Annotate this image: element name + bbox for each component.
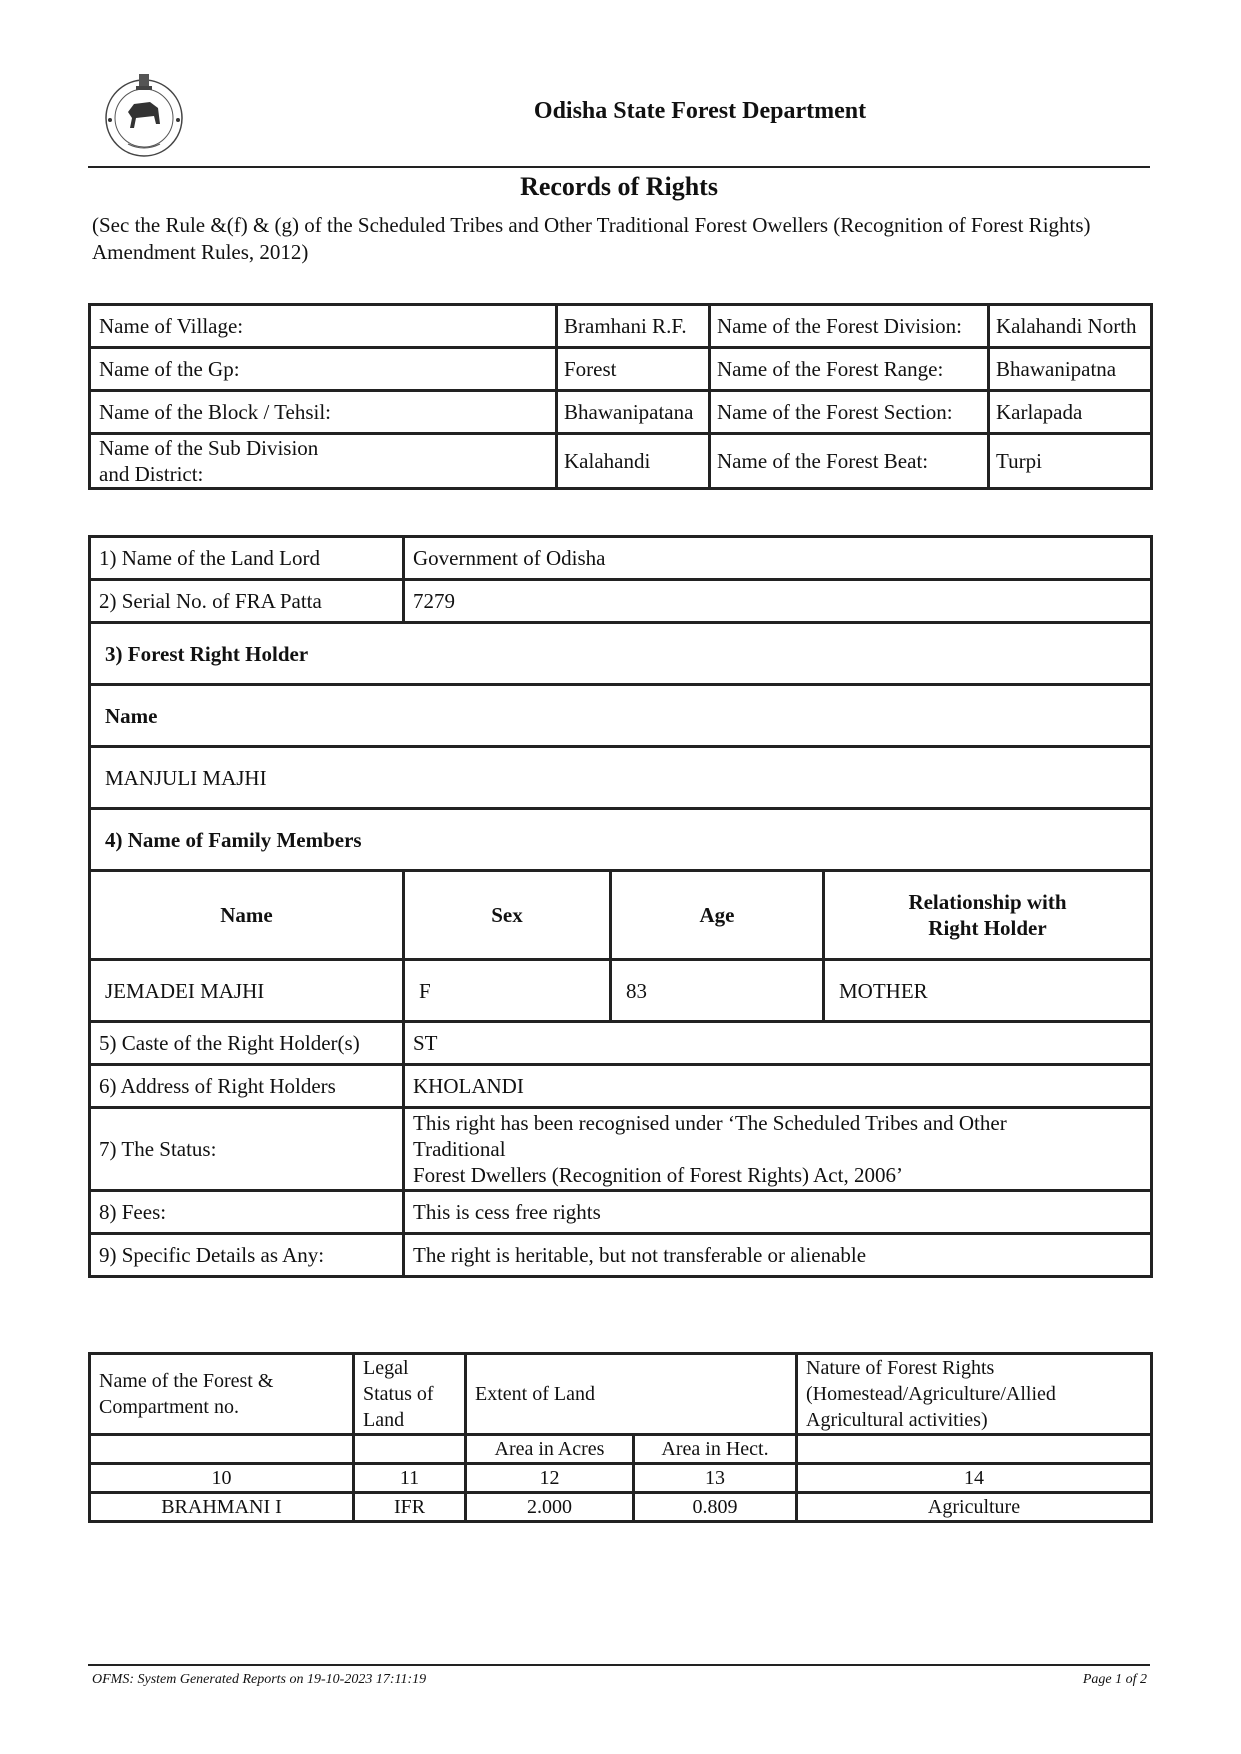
table-row — [90, 580, 1152, 623]
family-col-name: Name — [90, 871, 404, 960]
forest-section-label: Name of the Forest Section: — [710, 391, 989, 434]
table-row — [90, 348, 1152, 391]
specific-details-label: 9) Specific Details as Any: — [90, 1234, 404, 1277]
gp-value: Forest — [557, 348, 710, 391]
caste-label: 5) Caste of the Right Holder(s) — [90, 1022, 404, 1065]
table-row — [90, 1065, 1152, 1108]
village-label: Name of Village: — [90, 305, 557, 348]
extent-of-land-header: Extent of Land — [466, 1354, 797, 1435]
caste-value: ST — [404, 1022, 1152, 1065]
forest-beat-label: Name of the Forest Beat: — [710, 434, 989, 489]
column-number-row — [90, 1464, 1152, 1493]
right-holder-heading: 3) Forest Right Holder — [90, 623, 1152, 685]
empty-cell — [797, 1435, 1152, 1464]
subdivision-district-value: Kalahandi — [557, 434, 710, 489]
family-header-row — [90, 871, 1152, 960]
family-col-sex: Sex — [404, 871, 611, 960]
document-title: Records of Rights — [520, 172, 718, 201]
table-row — [90, 747, 1152, 809]
area-acres-header: Area in Acres — [466, 1435, 634, 1464]
table-row — [90, 809, 1152, 871]
generated-timestamp: OFMS: System Generated Reports on 19-10-2023 17:11:19 — [92, 1672, 427, 1687]
odisha-emblem-logo — [100, 72, 188, 160]
column-number: 11 — [354, 1464, 466, 1493]
land-header-row — [90, 1354, 1152, 1435]
empty-cell — [90, 1435, 354, 1464]
forest-range-label: Name of the Forest Range: — [710, 348, 989, 391]
area-hect-value: 0.809 — [634, 1493, 797, 1522]
table-row — [90, 434, 1152, 489]
nature-of-rights-header: Nature of Forest Rights (Homestead/Agriculture/Allied Agricultural activities) — [797, 1354, 1152, 1435]
area-acres-value: 2.000 — [466, 1493, 634, 1522]
family-member-age: 83 — [611, 960, 824, 1022]
table-row — [90, 1191, 1152, 1234]
name-heading: Name — [90, 685, 1152, 747]
header-divider — [88, 166, 1150, 168]
forest-compartment-header: Name of the Forest & Compartment no. — [90, 1354, 354, 1435]
block-tehsil-value: Bhawanipatana — [557, 391, 710, 434]
table-row — [90, 305, 1152, 348]
department-title: Odisha State Forest Department — [533, 98, 867, 124]
specific-details-value: The right is heritable, but not transferable or alienable — [404, 1234, 1152, 1277]
address-value: KHOLANDI — [404, 1065, 1152, 1108]
forest-section-value: Karlapada — [989, 391, 1152, 434]
gp-label: Name of the Gp: — [90, 348, 557, 391]
status-value: This right has been recognised under ‘The Scheduled Tribes and Other Traditional Forest Dwellers (Recognition of Forest Rights) Act, 2006’ — [404, 1108, 1152, 1191]
status-label: 7) The Status: — [90, 1108, 404, 1191]
land-lord-value: Government of Odisha — [404, 537, 1152, 580]
column-number: 14 — [797, 1464, 1152, 1493]
land-data-row — [90, 1493, 1152, 1522]
fees-label: 8) Fees: — [90, 1191, 404, 1234]
legal-status-value: IFR — [354, 1493, 466, 1522]
legal-status-header: Legal Status of Land — [354, 1354, 466, 1435]
forest-division-label: Name of the Forest Division: — [710, 305, 989, 348]
forest-range-value: Bhawanipatna — [989, 348, 1152, 391]
family-col-relationship: Relationship with Right Holder — [824, 871, 1152, 960]
family-col-age: Age — [611, 871, 824, 960]
serial-value: 7279 — [404, 580, 1152, 623]
table-row — [90, 391, 1152, 434]
forest-beat-value: Turpi — [989, 434, 1152, 489]
family-member-sex: F — [404, 960, 611, 1022]
table-row — [90, 623, 1152, 685]
column-number: 13 — [634, 1464, 797, 1493]
land-details-table — [88, 1352, 1153, 1523]
area-hect-header: Area in Hect. — [634, 1435, 797, 1464]
forest-division-value: Kalahandi North — [989, 305, 1152, 348]
nature-of-rights-value: Agriculture — [797, 1493, 1152, 1522]
family-member-name: JEMADEI MAJHI — [90, 960, 404, 1022]
document-subtitle: (Sec the Rule &(f) & (g) of the Scheduled Tribes and Other Traditional Forest Owellers (Recognition of Forest Rights) Amendment Rules, 2012) — [92, 213, 1091, 264]
table-row — [90, 1108, 1152, 1191]
land-lord-label: 1) Name of the Land Lord — [90, 537, 404, 580]
subdivision-district-label: Name of the Sub Division and District: — [90, 434, 557, 489]
right-holder-name: MANJULI MAJHI — [90, 747, 1152, 809]
address-label: 6) Address of Right Holders — [90, 1065, 404, 1108]
family-heading: 4) Name of Family Members — [90, 809, 1152, 871]
location-table — [88, 303, 1153, 490]
table-row — [90, 1234, 1152, 1277]
column-number: 10 — [90, 1464, 354, 1493]
village-value: Bramhani R.F. — [557, 305, 710, 348]
empty-cell — [354, 1435, 466, 1464]
table-row — [90, 537, 1152, 580]
fees-value: This is cess free rights — [404, 1191, 1152, 1234]
forest-compartment-value: BRAHMANI I — [90, 1493, 354, 1522]
column-number: 12 — [466, 1464, 634, 1493]
block-tehsil-label: Name of the Block / Tehsil: — [90, 391, 557, 434]
footer-divider — [88, 1664, 1150, 1666]
rights-record-table — [88, 535, 1153, 1278]
family-member-row — [90, 960, 1152, 1022]
land-subheader-row — [90, 1435, 1152, 1464]
table-row — [90, 685, 1152, 747]
table-row — [90, 1022, 1152, 1065]
family-member-relationship: MOTHER — [824, 960, 1152, 1022]
page-number: Page 1 of 2 — [1082, 1672, 1147, 1687]
serial-label: 2) Serial No. of FRA Patta — [90, 580, 404, 623]
